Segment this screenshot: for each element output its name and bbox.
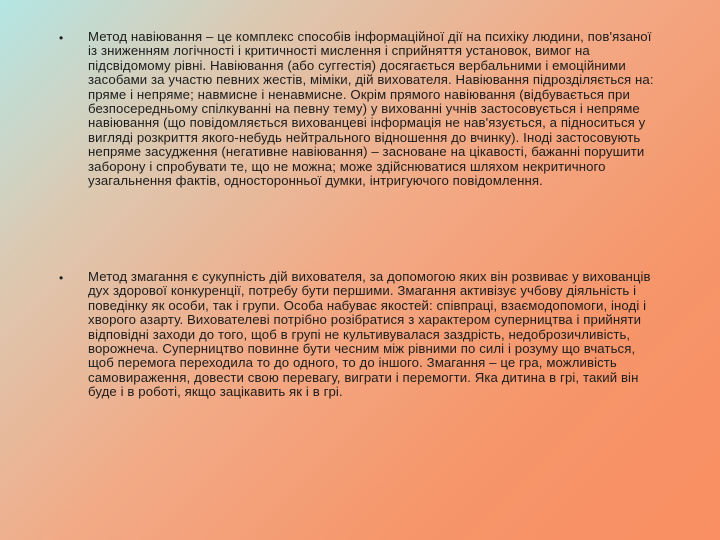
bullet-marker: • (59, 31, 64, 45)
bullet-text-suggestion-method: Метод навіювання – це комплекс способів інформаційної дії на психіку людини, пов'язаної із зниженням логічності і критичності мислення і сприйняття установок, вимог на підсвідомому рівні. Навіювання (або суггестія) досягається вербальними і емоційними засобами за участю певних жестів, міміки, дій вихователя. Навіювання підрозділяється на: пряме і непряме; навмисне і ненавмисне. Окрім прямого навіювання (відбувається при безпосередньому спілкуванні на певну тему) у вихованні учнів застосовується і непряме навіювання (що повідомляється вихованцеві інформація не нав'язується, а підноситься у вигляді розкриття якого-небудь нейтрального відношення до вчинку). Іноді застосовують непряме засудження (негативне навіювання) – засноване на цікавості, бажанні порушити заборону і спробувати те, що не можна; може здійснюватися шляхом некритичного узагальнення фактів, односторонньої думки, інтригуючого повідомлення. (88, 29, 654, 189)
bullet-marker: • (59, 271, 64, 285)
bullet-text-competition-method: Метод змагання є сукупність дій вихователя, за допомогою яких він розвиває у вихованців дух здорової конкуренції, потребу бути першими. Змагання активізує учбову діяльність і поведінку як особи, так і групи. Особа набуває якостей: співпраці, взаємодопомоги, іноді і хворого азарту. Вихователеві потрібно розібратися з характером суперництва і прийняти відповідні заходи до того, щоб в групі не культивувалася заздрість, недоброзичливість, ворожнеча. Суперництво повинне бути чесним між рівними по силі і розуму що вчаться, щоб перемога переходила то до одного, то до іншого. Змагання – це гра, можливість самовираження, довести свою перевагу, виграти і перемогти. Яка дитина в грі, такий він буде і в роботі, якщо зацікавить як і в грі. (88, 269, 651, 400)
